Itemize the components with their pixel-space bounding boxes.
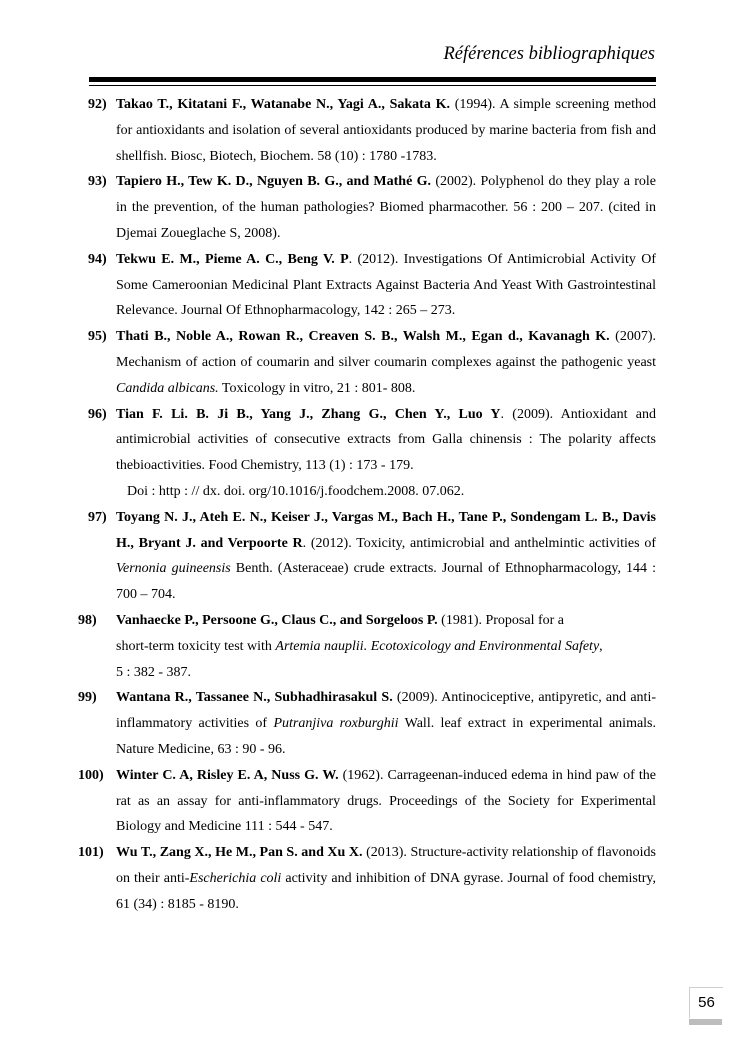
reference-species: Putranjiva roxburghii	[273, 716, 399, 732]
reference-number: 99)	[78, 690, 97, 706]
reference-authors: Toyang N. J., Ateh E. N., Keiser J., Vargas M., Bach H., Tane P., Sondengam L. B., Davis H., Bryant J. and Verpoorte R	[116, 509, 656, 551]
reference-text	[116, 505, 656, 608]
reference-text	[116, 92, 656, 169]
reference-body-end: 5 : 382 - 387.	[116, 664, 192, 680]
reference-99	[0, 685, 745, 762]
reference-species: Vernonia guineensis	[116, 561, 231, 577]
reference-text	[116, 247, 656, 324]
reference-98	[0, 608, 745, 685]
reference-body: (2002). Polyphenol do they play a role in the prevention, of the human pathologies? Biomed pharmacother. 56 : 200 – 207. (cited in Djemai Zoueglache S, 2008).	[116, 174, 656, 241]
reference-body: . (2012). Investigations Of Antimicrobial Activity Of Some Cameroonian Medicinal Plant Extracts Against Bacteria And Yeast With Gastrointestinal Relevance. Journal Of Ethnopharmacology, 142 : 265 – 273.	[116, 251, 656, 319]
reference-authors: Tian F. Li. B. Ji B., Yang J., Zhang G., Chen Y., Luo Y	[116, 406, 501, 422]
page-number: 56	[689, 987, 723, 1018]
reference-body: . (2012). Toxicity, antimicrobial and anthelmintic activities of	[302, 535, 656, 551]
reference-body: (2009). Antinociceptive, antipyretic, and anti-inflammatory activities of	[116, 690, 656, 732]
reference-number: 94)	[88, 251, 107, 267]
reference-authors: Tapiero H., Tew K. D., Nguyen B. G., and Mathé G.	[116, 174, 432, 190]
reference-101	[0, 840, 745, 917]
reference-body: (1994). A simple screening method for antioxidants and isolation of several antioxidants produced by marine bacteria from fish and shellfish. Biosc, Biotech, Biochem. 58 (10) : 1780 -1783.	[116, 97, 656, 164]
reference-92	[0, 92, 745, 169]
reference-authors: Vanhaecke P., Persoone G., Claus C., and Sorgeloos P.	[116, 612, 438, 628]
reference-authors: Winter C. A, Risley E. A, Nuss G. W.	[116, 767, 339, 783]
reference-doi: Doi : http : // dx. doi. org/10.1016/j.foodchem.2008. 07.062.	[127, 483, 465, 499]
header-rule-thin	[89, 85, 656, 86]
reference-list	[0, 92, 745, 918]
reference-number: 96)	[88, 406, 107, 422]
reference-95	[0, 324, 745, 401]
reference-body: (2013). Structure-activity relationship of flavonoids on their anti-	[116, 845, 657, 886]
reference-body: (1981). Proposal for a	[437, 612, 565, 628]
reference-body-end: activity and inhibition of DNA gyrase. Journal of food chemistry, 61 (34) : 8185 - 8190.	[116, 870, 656, 912]
reference-body-end: Wall. leaf extract in experimental animals. Nature Medicine, 63 : 90 - 96.	[116, 716, 657, 757]
reference-number: 98)	[78, 612, 97, 628]
reference-authors: Wu T., Zang X., He M., Pan S. and Xu X.	[116, 845, 363, 861]
reference-number: 92)	[88, 97, 107, 112]
page-header-title: Références bibliographiques	[443, 44, 655, 64]
reference-number: 93)	[88, 174, 107, 190]
reference-species: Escherichia coli	[189, 870, 282, 886]
reference-number: 100)	[78, 767, 104, 783]
reference-body-end: Benth. (Asteraceae) crude extracts. Journal of Ethnopharmacology, 144 : 700 – 704.	[116, 561, 657, 603]
reference-authors: Wantana R., Tassanee N., Subhadhirasakul S.	[116, 690, 393, 706]
reference-text	[116, 402, 656, 479]
reference-97	[0, 505, 745, 608]
reference-body-comma: ,	[599, 638, 603, 654]
reference-body-line2: short-term toxicity test with	[116, 638, 276, 654]
reference-text	[116, 685, 656, 762]
reference-body-end: Toxicology in vitro, 21 : 801- 808.	[218, 380, 416, 396]
reference-100	[0, 763, 745, 840]
reference-journal: Artemia nauplii. Ecotoxicology and Environmental Safety	[275, 638, 600, 654]
reference-96	[0, 402, 745, 505]
reference-text	[116, 324, 656, 401]
reference-body: (2007). Mechanism of action of coumarin and silver coumarin complexes against the pathogenic yeast	[116, 329, 656, 370]
reference-number: 97)	[88, 509, 107, 525]
reference-body: (1962). Carrageenan-induced edema in hind paw of the rat as an assay for anti-inflammatory drugs. Proceedings of the Society for Experimental Biology and Medicine 111 : 544 - 547.	[116, 767, 656, 835]
reference-authors: Thati B., Noble A., Rowan R., Creaven S. B., Walsh M., Egan d., Kavanagh K.	[116, 329, 610, 345]
reference-authors: Tekwu E. M., Pieme A. C., Beng V. P	[116, 251, 349, 267]
reference-text	[116, 840, 656, 917]
reference-text	[116, 169, 656, 246]
reference-93	[0, 169, 745, 246]
reference-number: 95)	[88, 329, 107, 345]
reference-species: Candida albicans.	[116, 380, 219, 396]
reference-text	[116, 608, 656, 685]
reference-body: . (2009). Antioxidant and antimicrobial activities of consecutive extracts from Galla chinensis : The polarity affects thebioactivities. Food Chemistry, 113 (1) : 173 - 179.	[116, 406, 656, 474]
page-number-bar	[689, 1019, 722, 1025]
reference-text	[116, 763, 656, 840]
header-rule-thick	[89, 77, 656, 82]
reference-94	[0, 247, 745, 324]
reference-number: 101)	[78, 845, 104, 861]
reference-authors: Takao T., Kitatani F., Watanabe N., Yagi A., Sakata K.	[116, 97, 450, 112]
